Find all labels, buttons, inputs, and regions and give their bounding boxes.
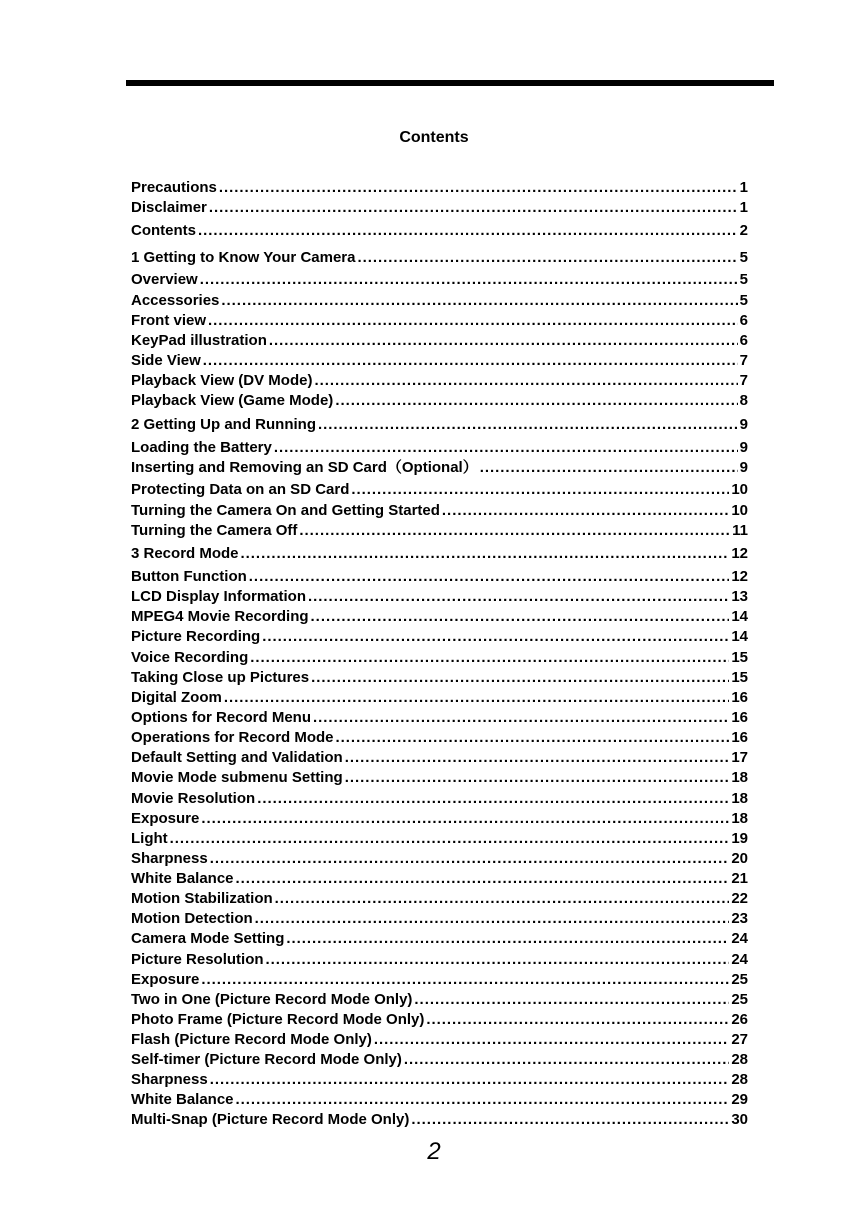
toc-dot-leader — [275, 890, 730, 908]
toc-dot-leader — [224, 689, 729, 707]
toc-entry-title: Disclaimer — [131, 199, 207, 216]
toc-entry-page: 29 — [731, 1091, 748, 1108]
toc-entry-page: 5 — [739, 292, 748, 309]
toc-entry[interactable] — [131, 649, 748, 667]
toc-dot-leader — [345, 769, 730, 787]
toc-entry[interactable] — [131, 910, 748, 928]
toc-entry-title: Playback View (Game Mode) — [131, 392, 334, 409]
toc-entry-title: Sharpness — [131, 850, 208, 867]
toc-entry-title: 1 Getting to Know Your Camera — [131, 249, 356, 266]
toc-entry-title: Playback View (DV Mode) — [131, 372, 313, 389]
toc-entry-page: 18 — [731, 810, 748, 827]
toc-entry[interactable] — [131, 1111, 748, 1129]
toc-dot-leader — [236, 1091, 730, 1109]
toc-entry-page: 25 — [731, 971, 748, 988]
toc-entry-page: 16 — [731, 709, 748, 726]
toc-dot-leader — [255, 910, 730, 928]
toc-entry[interactable] — [131, 588, 748, 606]
toc-dot-leader — [266, 951, 730, 969]
toc-entry-title: Picture Resolution — [131, 951, 264, 968]
toc-dot-leader — [209, 199, 738, 217]
header-rule — [126, 80, 774, 86]
toc-entry-title: Loading the Battery — [131, 439, 272, 456]
toc-entry-page: 9 — [739, 459, 748, 476]
toc-entry-page: 27 — [731, 1031, 748, 1048]
toc-dot-leader — [411, 1111, 729, 1129]
toc-entry-page: 25 — [731, 991, 748, 1008]
toc-entry-page: 9 — [739, 439, 748, 456]
toc-entry[interactable] — [131, 1091, 748, 1109]
toc-dot-leader — [221, 292, 737, 310]
toc-dot-leader — [336, 729, 730, 747]
toc-entry[interactable] — [131, 502, 748, 520]
toc-dot-leader — [311, 669, 729, 687]
toc-entry-page: 11 — [732, 522, 748, 539]
toc-entry-title: Motion Detection — [131, 910, 253, 927]
toc-entry[interactable] — [131, 749, 748, 767]
toc-dot-leader — [311, 608, 730, 626]
toc-entry[interactable] — [131, 439, 748, 457]
toc-entry[interactable] — [131, 416, 748, 434]
toc-entry[interactable] — [131, 481, 748, 499]
toc-dot-leader — [257, 790, 729, 808]
toc-dot-leader — [414, 991, 729, 1009]
toc-entry[interactable] — [131, 1051, 748, 1069]
toc-entry-page: 8 — [739, 392, 748, 409]
toc-dot-leader — [203, 352, 738, 370]
toc-entry-page: 5 — [739, 271, 748, 288]
toc-entry[interactable] — [131, 951, 748, 969]
toc-entry-title: Inserting and Removing an SD Card（Optional） — [131, 459, 478, 476]
toc-entry[interactable] — [131, 372, 748, 390]
toc-entry[interactable] — [131, 312, 748, 330]
toc-entry[interactable] — [131, 522, 748, 540]
toc-entry[interactable] — [131, 628, 748, 646]
toc-entry-title: Button Function — [131, 568, 247, 585]
toc-entry-title: Options for Record Menu — [131, 709, 311, 726]
toc-entry-page: 2 — [739, 222, 748, 239]
toc-entry[interactable] — [131, 769, 748, 787]
toc-entry[interactable] — [131, 689, 748, 707]
toc-entry-page: 16 — [731, 729, 748, 746]
toc-dot-leader — [357, 249, 737, 267]
toc-dot-leader — [170, 830, 730, 848]
toc-entry-title: Turning the Camera On and Getting Started — [131, 502, 440, 519]
toc-entry-page: 1 — [739, 179, 748, 196]
toc-entry-title: 2 Getting Up and Running — [131, 416, 316, 433]
toc-entry[interactable] — [131, 790, 748, 808]
toc-dot-leader — [262, 628, 729, 646]
toc-entry-title: Taking Close up Pictures — [131, 669, 310, 686]
toc-dot-leader — [201, 971, 729, 989]
toc-entry[interactable] — [131, 222, 748, 240]
toc-entry-title: Light — [131, 830, 168, 847]
toc-dot-leader — [269, 332, 738, 350]
toc-entry[interactable] — [131, 890, 748, 908]
toc-dot-leader — [241, 545, 730, 563]
toc-dot-leader — [219, 179, 738, 197]
toc-dot-leader — [249, 568, 730, 586]
toc-entry[interactable] — [131, 545, 748, 563]
toc-entry-title: Turning the Camera Off — [131, 522, 298, 539]
toc-entry-title: Side View — [131, 352, 201, 369]
toc-entry-page: 28 — [731, 1051, 748, 1068]
toc-entry-page: 14 — [731, 608, 748, 625]
toc-entry-page: 9 — [739, 416, 748, 433]
toc-entry-title: Exposure — [131, 810, 200, 827]
toc-entry-page: 6 — [739, 332, 748, 349]
toc-entry[interactable] — [131, 669, 748, 687]
toc-entry-title: Flash (Picture Record Mode Only) — [131, 1031, 372, 1048]
toc-entry-title: Precautions — [131, 179, 217, 196]
toc-dot-leader — [335, 392, 737, 410]
toc-entry[interactable] — [131, 352, 748, 370]
toc-entry-title: Accessories — [131, 292, 220, 309]
toc-dot-leader — [374, 1031, 729, 1049]
toc-entry-page: 10 — [731, 481, 748, 498]
toc-entry[interactable] — [131, 810, 748, 828]
toc-entry[interactable] — [131, 332, 748, 350]
toc-entry[interactable] — [131, 1031, 748, 1049]
toc-entry-title: Multi-Snap (Picture Record Mode Only) — [131, 1111, 410, 1128]
toc-entry[interactable] — [131, 1071, 748, 1089]
toc-dot-leader — [274, 439, 738, 457]
toc-entry[interactable] — [131, 199, 748, 217]
toc-entry-title: Sharpness — [131, 1071, 208, 1088]
toc-entry-page: 21 — [731, 870, 748, 887]
toc-dot-leader — [404, 1051, 729, 1069]
toc-entry-title: Default Setting and Validation — [131, 749, 343, 766]
toc-entry-page: 12 — [731, 568, 748, 585]
page-number: 2 — [427, 1138, 441, 1165]
toc-entry-title: Movie Resolution — [131, 790, 256, 807]
toc-dot-leader — [313, 709, 729, 727]
toc-entry-title: Camera Mode Setting — [131, 930, 285, 947]
toc-dot-leader — [314, 372, 737, 390]
toc-dot-leader — [442, 502, 729, 520]
toc-entry-page: 24 — [731, 951, 748, 968]
toc-entry-page: 23 — [731, 910, 748, 927]
toc-entry-title: MPEG4 Movie Recording — [131, 608, 309, 625]
toc-entry-page: 30 — [731, 1111, 748, 1128]
toc-dot-leader — [480, 459, 738, 477]
toc-entry-title: Movie Mode submenu Setting — [131, 769, 343, 786]
toc-entry-page: 7 — [739, 352, 748, 369]
toc-entry-title: 3 Record Mode — [131, 545, 239, 562]
toc-entry-page: 26 — [731, 1011, 748, 1028]
toc-entry[interactable] — [131, 179, 748, 197]
toc-entry-title: Motion Stabilization — [131, 890, 273, 907]
toc-entry-page: 6 — [739, 312, 748, 329]
toc-entry[interactable] — [131, 1011, 748, 1029]
toc-dot-leader — [351, 481, 729, 499]
toc-entry-page: 13 — [731, 588, 748, 605]
toc-entry[interactable] — [131, 930, 748, 948]
toc-entry[interactable] — [131, 991, 748, 1009]
toc-entry[interactable] — [131, 729, 748, 747]
toc-entry-title: Self-timer (Picture Record Mode Only) — [131, 1051, 402, 1068]
toc-entry-page: 14 — [731, 628, 748, 645]
toc-entry-title: Overview — [131, 271, 198, 288]
toc-dot-leader — [299, 522, 730, 540]
toc-entry-page: 17 — [731, 749, 748, 766]
toc-entry[interactable] — [131, 830, 748, 848]
toc-entry-page: 15 — [731, 669, 748, 686]
toc-entry-page: 15 — [731, 649, 748, 666]
toc-entry-page: 18 — [731, 769, 748, 786]
toc-entry-title: Exposure — [131, 971, 200, 988]
toc-entry[interactable] — [131, 249, 748, 267]
toc-entry[interactable] — [131, 971, 748, 989]
toc-entry[interactable] — [131, 709, 748, 727]
toc-entry-page: 18 — [731, 790, 748, 807]
toc-dot-leader — [198, 222, 738, 240]
toc-entry-title: Operations for Record Mode — [131, 729, 334, 746]
toc-dot-leader — [250, 649, 729, 667]
toc-dot-leader — [318, 416, 738, 434]
toc-entry-page: 1 — [739, 199, 748, 216]
toc-entry-page: 7 — [739, 372, 748, 389]
toc-entry[interactable] — [131, 292, 748, 310]
toc-dot-leader — [345, 749, 730, 767]
toc-entry-title: LCD Display Information — [131, 588, 307, 605]
toc-dot-leader — [210, 850, 730, 868]
toc-dot-leader — [426, 1011, 729, 1029]
toc-entry-title: KeyPad illustration — [131, 332, 267, 349]
toc-entry-page: 20 — [731, 850, 748, 867]
toc-entry-page: 24 — [731, 930, 748, 947]
toc-dot-leader — [286, 930, 729, 948]
toc-entry-page: 5 — [739, 249, 748, 266]
toc-dot-leader — [201, 810, 729, 828]
toc-entry-title: Front view — [131, 312, 207, 329]
toc-entry[interactable] — [131, 608, 748, 626]
toc-entry[interactable] — [131, 392, 748, 410]
toc-entry-title: Picture Recording — [131, 628, 261, 645]
toc-dot-leader — [308, 588, 729, 606]
toc-entry[interactable] — [131, 850, 748, 868]
toc-entry-page: 16 — [731, 689, 748, 706]
toc-entry-title: Two in One (Picture Record Mode Only) — [131, 991, 413, 1008]
toc-entry-title: Voice Recording — [131, 649, 249, 666]
toc-entry[interactable] — [131, 459, 748, 477]
toc-entry[interactable] — [131, 870, 748, 888]
toc-entry-title: Digital Zoom — [131, 689, 222, 706]
toc-dot-leader — [210, 1071, 730, 1089]
toc-entry-page: 12 — [731, 545, 748, 562]
toc-entry-title: White Balance — [131, 870, 234, 887]
toc-entry[interactable] — [131, 271, 748, 289]
toc-entry-title: White Balance — [131, 1091, 234, 1108]
toc-entry-title: Protecting Data on an SD Card — [131, 481, 350, 498]
toc-entry-page: 10 — [731, 502, 748, 519]
toc-dot-leader — [236, 870, 730, 888]
toc-entry-title: Contents — [131, 222, 196, 239]
toc-dot-leader — [200, 271, 738, 289]
toc-entry-page: 22 — [731, 890, 748, 907]
page-title: Contents — [399, 129, 469, 146]
toc-entry-title: Photo Frame (Picture Record Mode Only) — [131, 1011, 425, 1028]
toc-entry-page: 28 — [731, 1071, 748, 1088]
toc-entry[interactable] — [131, 568, 748, 586]
toc-dot-leader — [208, 312, 738, 330]
toc-entry-page: 19 — [731, 830, 748, 847]
